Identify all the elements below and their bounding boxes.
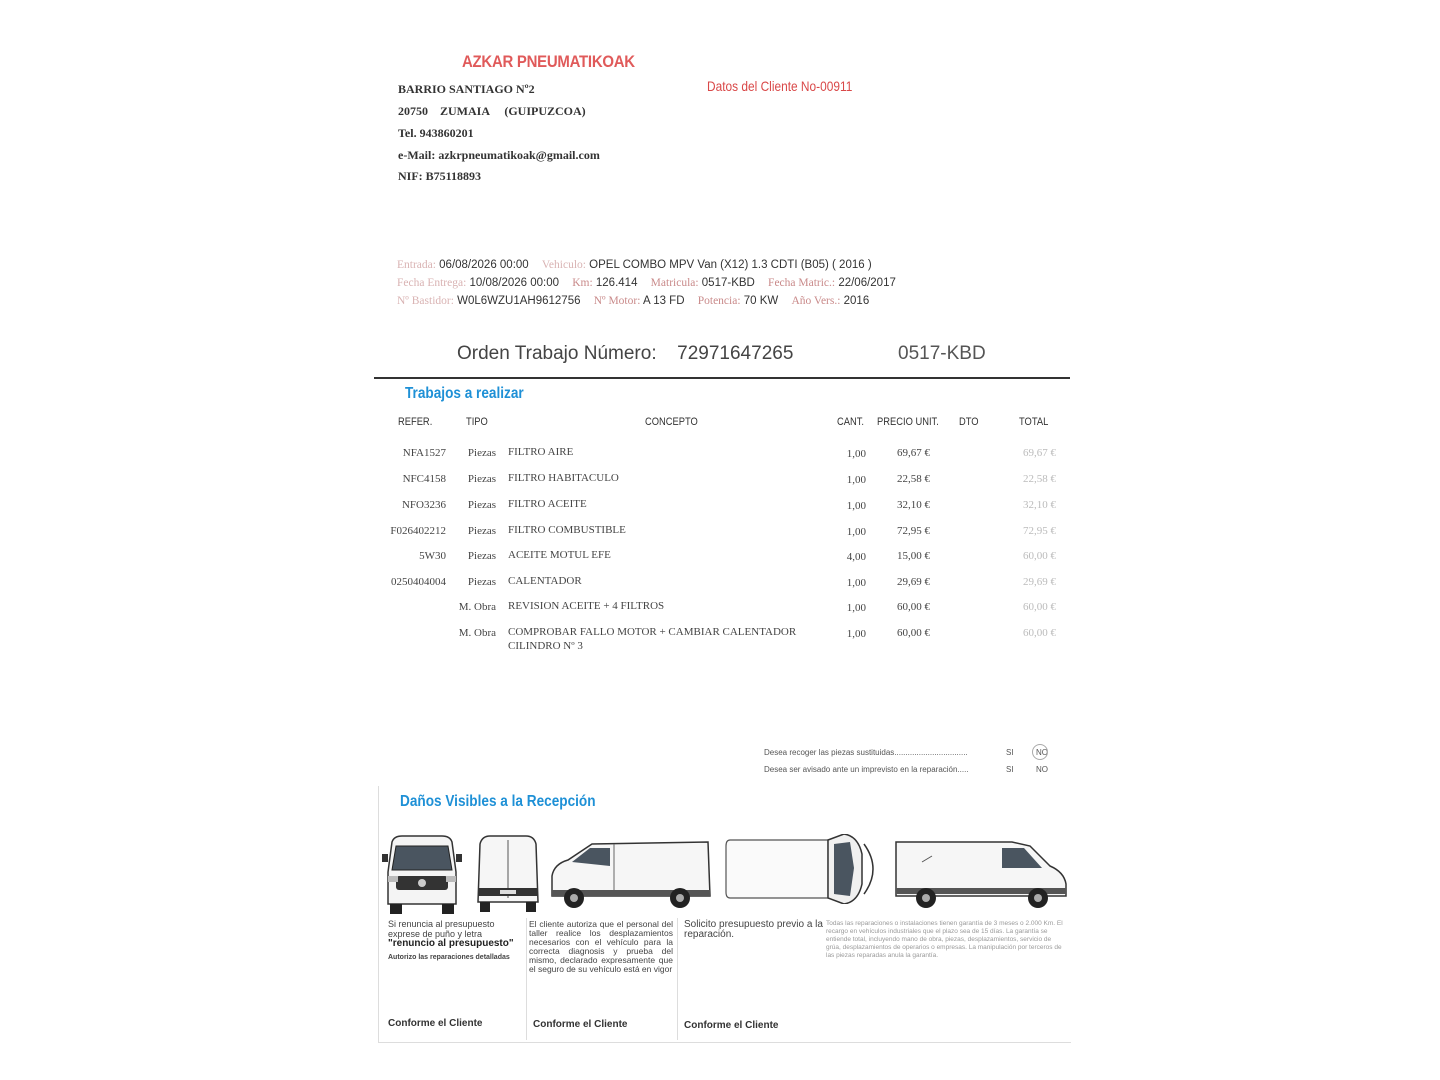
van-roof-view-icon [724,834,884,904]
row-tipo: Piezas [467,447,496,459]
header-ref: REFER. [398,416,433,428]
entrega-label: Fecha Entrega: [397,277,467,289]
row-ref: NFC4158 [402,473,446,485]
order-title [457,343,793,365]
row-cant: 1,00 [846,602,866,614]
van-left-side-view-icon [548,836,714,912]
row-total: 72,95 € [1023,525,1056,537]
potencia-label: Potencia: [697,295,741,307]
row-cant: 1,00 [846,474,866,486]
row-concepto-line-2: CILINDRO Nº 3 [508,640,583,652]
row-concepto: COMPROBAR FALLO MOTOR + CAMBIAR CALENTADOR [508,626,797,638]
row-ref: F026402212 [390,525,446,537]
row-concepto: FILTRO AIRE [508,446,574,458]
damage-section [378,786,1071,1043]
row-tipo: Piezas [467,499,496,511]
header-cant: CANT. [837,416,865,428]
bastidor-value: W0L6WZU1AH9612756 [457,295,581,307]
row-precio: 69,67 € [897,447,930,459]
works-title: Trabajos a realizar [405,385,524,402]
anio-label: Año Vers.: [791,295,841,307]
matricula-value: 0517-KBD [701,277,755,289]
signature-label-3: Conforme el Cliente [684,1020,779,1031]
km-value: 126.414 [595,277,638,289]
matricula-label: Matricula: [650,277,699,289]
row-cant: 1,00 [846,526,866,538]
row-cant: 1,00 [846,500,866,512]
row-ref: 0250404004 [391,576,446,588]
waiver-quote: "renuncio al presupuesto" [388,938,514,949]
row-total: 32,10 € [1023,499,1056,511]
client-number: 00911 [820,78,853,94]
waiver-block [388,920,518,962]
option-notify-no[interactable]: NO [1036,765,1048,774]
waiver-line-1: Si renuncia al presupuesto [388,919,495,929]
row-total: 60,00 € [1023,627,1056,639]
row-concepto: FILTRO ACEITE [508,498,587,510]
row-tipo: Piezas [467,550,496,562]
row-precio: 32,10 € [897,499,930,511]
client-data [707,78,852,94]
van-right-side-view-icon [892,836,1070,912]
potencia-value: 70 KW [743,295,779,307]
row-ref: NFA1527 [402,447,446,459]
row-concepto: ACEITE MOTUL EFE [508,549,611,561]
option-notify: Desea ser avisado ante un imprevisto en la reparación..... [764,765,969,774]
row-total: 60,00 € [1023,550,1056,562]
row-cant: 1,00 [846,577,866,589]
row-tipo: Piezas [467,576,496,588]
entrega-value: 10/08/2026 00:00 [469,277,560,289]
divider [374,377,1070,379]
vehicle-row-1 [397,259,872,271]
fecha-matric-value: 22/06/2017 [838,277,896,289]
column-divider-2 [677,918,678,1040]
client-label: Datos del Cliente No- [707,78,821,94]
motor-label: Nº Motor: [593,295,641,307]
company-name: AZKAR PNEUMATIKOAK [462,52,635,71]
option-collect-si[interactable]: SI [1006,748,1014,757]
row-precio: 60,00 € [897,601,930,613]
row-total: 22,58 € [1023,473,1056,485]
entrada-value: 06/08/2026 00:00 [439,259,529,271]
order-plate: 0517-KBD [898,343,986,364]
bastidor-label: Nº Bastidor: [397,295,454,307]
vehicle-row-3 [397,295,869,307]
damage-title: Daños Visibles a la Recepción [400,793,596,810]
column-divider-1 [526,918,527,1040]
vehiculo-value: OPEL COMBO MPV Van (X12) 1.3 CDTI (B05) ( 2016 ) [589,259,872,271]
row-cant: 1,00 [846,448,866,460]
signature-label-1: Conforme el Cliente [388,1018,483,1029]
row-total: 29,69 € [1023,576,1056,588]
order-number: 72971647265 [677,343,794,364]
waiver-authorize: Autorizo las reparaciones detalladas [388,953,510,961]
signature-label-2: Conforme el Cliente [533,1019,628,1030]
row-ref: NFO3236 [401,499,446,511]
company-email: e-Mail: azkrpneumatikoak@gmail.com [398,148,600,162]
header-tipo: TIPO [466,416,488,428]
option-notify-si[interactable]: SI [1006,765,1014,774]
authorization-text: El cliente autoriza que el personal del taller realice los desplazamientos necesarios con el vehículo para la correcta diagnosis y prueba del mismo, declarado expresamente que el seguro de su vehículo está en vigor [529,919,673,974]
km-label: Km: [572,277,593,289]
company-phone: Tel. 943860201 [398,126,474,140]
company-address-2: 20750 ZUMAIA (GUIPUZCOA) [398,104,586,118]
waiver-line-2: exprese de puño y letra [388,928,483,939]
row-concepto: FILTRO COMBUSTIBLE [508,524,626,536]
row-total: 60,00 € [1023,601,1056,613]
option-collect-no-circle [1032,744,1048,760]
company-address-1: BARRIO SANTIAGO Nº2 [398,82,535,96]
option-collect-parts: Desea recoger las piezas sustituidas................................. [764,748,968,757]
row-precio: 22,58 € [897,473,930,485]
fecha-matric-label: Fecha Matric.: [768,277,836,289]
van-rear-view-icon [472,832,544,914]
row-tipo: Piezas [467,525,496,537]
option-collect-no[interactable]: NO [1036,748,1048,757]
row-tipo: M. Obra [458,601,496,613]
vehicle-row-2 [397,277,896,289]
company-nif: NIF: B75118893 [398,169,482,183]
van-front-view-icon [382,832,462,914]
legal-text: Todas las reparaciones o instalaciones tienen garantía de 3 meses o 2.000 Km. El recargo en vehículos industriales que el plazo sea de 15 días. La garantía se entiende total, incluyendo mano de obra, piezas, desplazamientos, servicio de grúa, desplazamientos de operarios o empresas. La manipulación por terceros de las piezas reparadas anula la garantía. [826,920,1063,959]
row-cant: 1,00 [846,628,866,640]
order-label: Orden Trabajo Número: [457,343,657,364]
anio-value: 2016 [843,295,870,307]
row-precio: 72,95 € [897,525,930,537]
row-concepto: REVISION ACEITE + 4 FILTROS [508,600,665,612]
row-cant: 4,00 [846,551,866,563]
header-precio: PRECIO UNIT. [877,416,939,428]
header-total: TOTAL [1019,416,1049,428]
motor-value: A 13 FD [642,295,685,307]
entrada-label: Entrada: [397,259,436,271]
row-concepto: FILTRO HABITACULO [508,472,619,484]
vehiculo-label: Vehiculo: [541,259,586,271]
row-tipo: Piezas [467,473,496,485]
row-precio: 15,00 € [897,550,930,562]
row-total: 69,67 € [1023,447,1056,459]
header-concepto: CONCEPTO [645,416,698,428]
row-precio: 29,69 € [897,576,930,588]
row-tipo: M. Obra [458,627,496,639]
row-precio: 60,00 € [897,627,930,639]
row-concepto: CALENTADOR [508,575,582,587]
quote-request-text: Solicito presupuesto previo a la reparación. [684,919,823,940]
row-ref: 5W30 [419,550,446,562]
header-dto: DTO [959,416,979,428]
